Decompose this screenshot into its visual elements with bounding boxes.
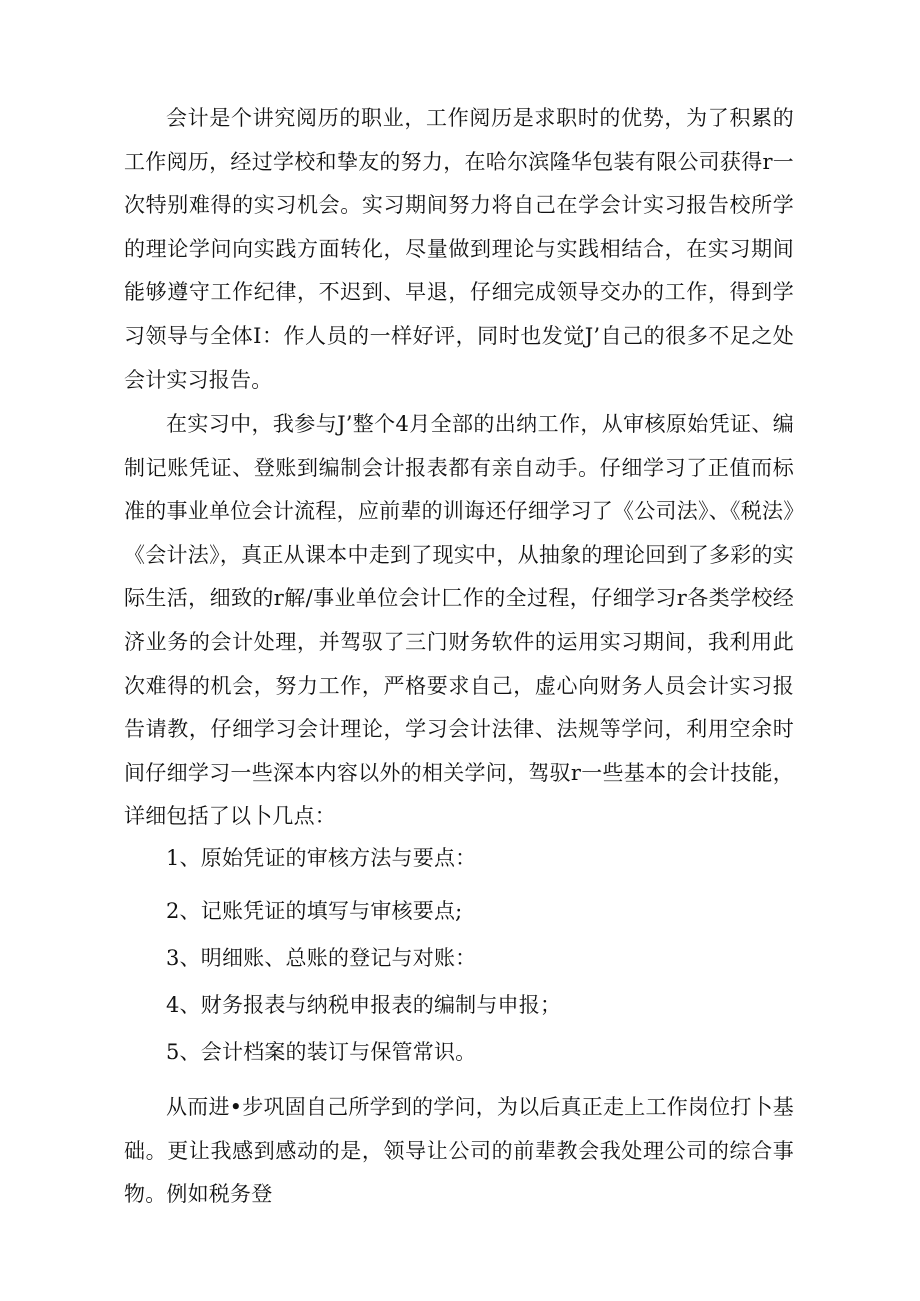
list-item-3-block: [124, 937, 794, 981]
paragraph-1-block: [124, 97, 794, 402]
list-item-3: 3、明细账、总账的登记与对账：: [166, 946, 477, 970]
paragraph-1: 会计是个讲究阅历的职业，工作阅历是求职时的优势，为了积累的工作阅历，经过学校和挚友的努力，在哈尔滨隆华包装有限公司获得r一次特别难得的实习机会。实习期间努力将自己在学会计实习报告校所学的理论学问向实践方面转化，尽量做到理论与实践相结合，在实习期间能够遵守工作纪律，不迟到、早退，仔细完成领导交办的工作，得到学习领导与全体I：作人员的一样好评，同时也发觉J’自己的很多不足之处会计实习报告。: [124, 106, 794, 392]
closing-paragraph: 从而进•步巩固自己所学到的学问，为以后真正走上工作岗位打卜基础。更让我感到感动的是，领导让公司的前辈教会我处理公司的综合事物。例如税务登: [124, 1095, 794, 1207]
list-item-1-block: [124, 837, 794, 881]
closing-paragraph-block: [124, 1086, 794, 1217]
list-item-4: 4、财务报表与纳税申报表的编制与申报；: [166, 993, 562, 1017]
list-item-4-block: [124, 984, 794, 1028]
list-item-2: 2、记账凭证的填写与审核要点;: [166, 899, 463, 923]
list-item-5-block: [124, 1031, 794, 1075]
paragraph-2: 在实习中，我参与J’整个4月全部的出纳工作，从审核原始凭证、编制记账凭证、登账到编制会计报表都有亲自动手。仔细学习了正值而标准的事业单位会计流程，应前辈的训诲还仔细学习了《公司法》、《税法》《会计法》，真正从课本中走到了现实中，从抽象的理论回到了多彩的实际生活，细致的r解/事业单位会计匚作的全过程，仔细学习r各类学校经济业务的会计处理，并驾驭了三门财务软件的运用实习期间，我利用此次难得的机会，努力工作，严格要求自己，虚心向财务人员会计实习报告请教，仔细学习会计理论，学习会计法律、法规等学问，利用空余时间仔细学习一些深本内容以外的相关学问，驾驭r一些基本的会计技能，详细包括了以卜几点：: [124, 412, 794, 829]
list-item-2-block: [124, 890, 794, 934]
paragraph-2-block: [124, 403, 794, 839]
list-item-5: 5、会计档案的装订与保管常识。: [166, 1040, 477, 1064]
list-item-1: 1、原始凭证的审核方法与要点：: [166, 846, 477, 870]
